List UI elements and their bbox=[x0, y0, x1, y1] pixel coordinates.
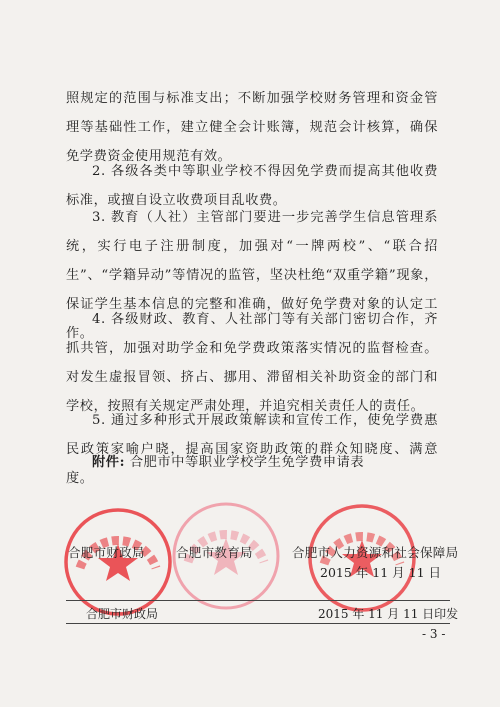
paragraph-5: 5. 通过多种形式开展政策解读和宣传工作，使免学费惠民政策家喻户晓，提高国家资助政策的群众知晓度、满意度。 bbox=[66, 413, 438, 486]
footer-issued-date: 2015 年 11 月 11 日印发 bbox=[318, 607, 459, 621]
signature-date: 2015 年 11 月 11 日 bbox=[320, 565, 441, 580]
footer-bottom-rule bbox=[66, 623, 450, 624]
paragraph-2: 2. 各级各类中等职业学校不得因免学费而提高其他收费标准，或擅自设立收费项目乱收费。 bbox=[66, 164, 438, 208]
paragraph-1: 照规定的范围与标准支出；不断加强学校财务管理和资金管理等基础性工作，建立健全会计账簿，规范会计核算，确保免学费资金使用规范有效。 bbox=[66, 91, 438, 164]
paragraph-3: 3. 教育（人社）主管部门要进一步完善学生信息管理系统，实行电子注册制度，加强对“一牌两校”、“联合招生”、“学籍异动”等情况的监管，坚决杜绝“双重学籍”现象，保证学生基本信息的完整和准确，做好免学费对象的认定工作。 bbox=[66, 210, 438, 341]
attachment-line bbox=[92, 448, 364, 477]
footer-issuer: 合肥市财政局 bbox=[86, 607, 159, 621]
paragraph-4: 4. 各级财政、教育、人社部门等有关部门密切合作，齐抓共管，加强对助学金和免学费政策落实情况的监督检查。对发生虚报冒领、挤占、挪用、滞留相关补助资金的部门和学校，按照有关规定严肃处理，并追究相关责任人的责任。 bbox=[66, 312, 438, 414]
signature-finance-bureau: 合肥市财政局 bbox=[68, 545, 145, 560]
footer-top-rule bbox=[66, 600, 450, 601]
finance-bureau-seal bbox=[62, 506, 174, 618]
signature-education-bureau: 合肥市教育局 bbox=[176, 545, 253, 560]
attachment-text: 合肥市中等职业学校学生免学费申请表 bbox=[125, 455, 365, 470]
page-number: - 3 - bbox=[422, 627, 446, 641]
attachment-label: 附件: bbox=[92, 455, 126, 470]
signature-hr-bureau: 合肥市人力资源和社会保障局 bbox=[292, 545, 459, 560]
